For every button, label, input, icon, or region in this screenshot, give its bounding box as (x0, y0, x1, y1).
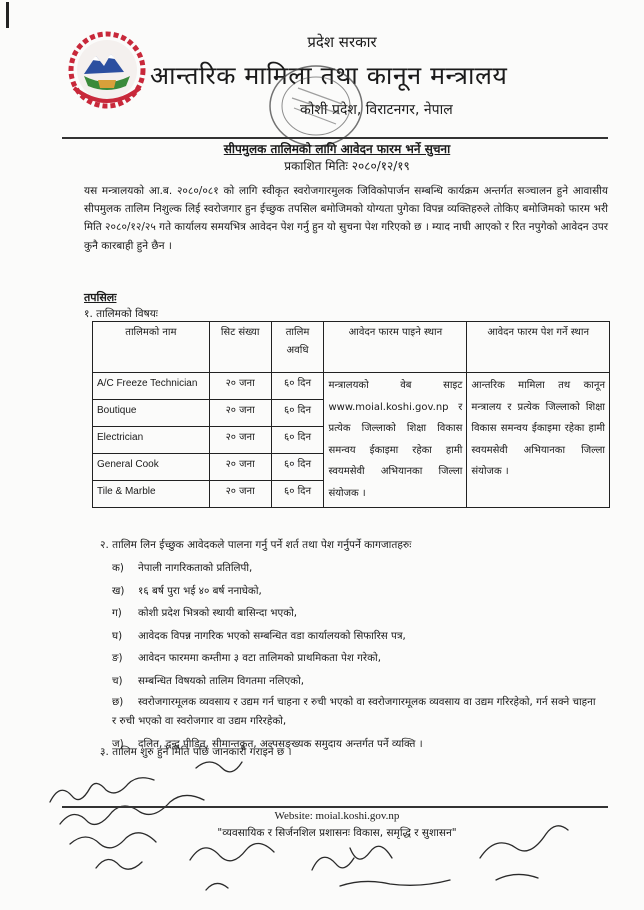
list-item (112, 625, 602, 648)
footer-website: Website: moial.koshi.gov.np (274, 810, 400, 822)
location-heading: कोशी प्रदेश, विराटनगर, नेपाल (300, 102, 453, 118)
details-label: तपसिलः (84, 291, 117, 304)
training-name-cell: General Cook (93, 454, 210, 481)
seats-cell: २० जना (209, 454, 271, 481)
list-item-text: दलित, द्वन्द्व पीडित, सीमान्तकृत, अल्पसङ्ख्यक समुदाय अन्तर्गत पर्ने व्यक्ति । (138, 737, 423, 750)
training-name-cell: Electrician (93, 427, 210, 454)
seats-cell: २० जना (209, 373, 271, 400)
list-item (112, 647, 602, 670)
form-source-cell: मन्त्रालयको वेब साइट www.moial.koshi.gov.np र प्रत्येक जिल्लाको शिक्षा विकास समन्वय ईकाइमा रहेका हामी स्वयमसेवी अभियानका जिल्ला संयोजक । (324, 373, 467, 508)
notice-intro-paragraph: यस मन्त्रालयको आ.ब. २०८०/०८१ को लागि स्वीकृत स्वरोजगारमुलक जिविकोपार्जन सम्बन्धि कार्यक्रम अन्तर्गत सञ्चालन हुने आवासीय सीपमुलक तालिम निशुल्क लिई स्वरोजगार हुन ईच्छुक तपसिल बमोजिमको योग्यता पुगेका विपन्न व्यक्तिहरुले तोकिए बमोजिमको फारम भरी मिति २०८०/१२/२५ गते कार्यालय समयभित्र आवेदन पेश गर्नु हुन यो सुचना पेश गरिएको छ । म्याद नाघी आएको र रित नपुगेको आवेदन उपर कुनै कारबाही हुने छैन । (84, 185, 608, 252)
duration-cell: ६० दिन (271, 400, 324, 427)
list-marker: ज) (112, 737, 124, 750)
requirements-heading: २. तालिम लिन ईच्छुक आवेदकले पालना गर्नु पर्ने शर्त तथा पेश गर्नुपर्ने कागजातहरुः (100, 539, 412, 551)
seats-cell: २० जना (209, 400, 271, 427)
start-date-note: ३. तालिम शुरु हुने मिति पछि जानकारी गराइने छ । (100, 746, 292, 758)
published-date: प्रकाशित मितिः २०८०/१२/१९ (284, 159, 410, 173)
column-header: तालिम अवधि (271, 322, 324, 373)
training-subject-heading: १. तालिमको विषयः (84, 308, 158, 320)
training-table (92, 321, 610, 508)
seats-cell: २० जना (209, 427, 271, 454)
footer-slogan: "व्यवसायिक र सिर्जनशिल प्रशासनः विकास, समृद्धि र सुशासन" (217, 827, 457, 839)
column-header: तालिमको नाम (93, 322, 210, 373)
government-heading: प्रदेश सरकार (307, 33, 377, 51)
duration-cell: ६० दिन (271, 373, 324, 400)
list-item (112, 670, 602, 693)
header-divider (62, 137, 608, 139)
handwritten-signatures-icon (0, 737, 644, 910)
duration-cell: ६० दिन (271, 427, 324, 454)
list-item-text: आवेदक विपन्न नागरिक भएको सम्बन्धित वडा कार्यालयको सिफारिस पत्र, (138, 629, 406, 642)
column-header: सिट संख्या (209, 322, 271, 373)
duration-cell: ६० दिन (271, 454, 324, 481)
column-header: आवेदन फारम पाइने स्थान (324, 322, 467, 373)
list-item (112, 693, 602, 733)
list-marker: घ) (112, 629, 123, 642)
seats-cell: २० जना (209, 481, 271, 508)
list-item-text: सम्बन्धित विषयको तालिम विगतमा नलिएको, (138, 674, 305, 687)
list-item-text: कोशी प्रदेश भित्रको स्थायी बासिन्दा भएको, (138, 607, 298, 620)
form-submit-cell: आन्तरिक मामिला तथ कानून मन्त्रालय र प्रत्येक जिल्लाको शिक्षा विकास समन्वय ईकाइमा रहेका हामी स्वयमसेवी अभियानका जिल्ला संयोजक । (467, 373, 610, 508)
list-item (112, 557, 602, 580)
list-item-text: नेपाली नागरिकताको प्रतिलिपी, (138, 562, 253, 574)
training-name-cell: Boutique (93, 400, 210, 427)
training-name-cell: A/C Freeze Technician (93, 373, 210, 400)
column-header: आवेदन फारम पेश गर्ने स्थान (467, 322, 610, 373)
table-header-row (93, 322, 610, 373)
list-item (112, 580, 602, 603)
ministry-heading: आन्तरिक मामिला तथा कानून मन्त्रालय (150, 61, 508, 90)
list-marker: ख) (112, 584, 125, 597)
list-item-text: आवेदन फारममा कम्तीमा ३ वटा तालिमको प्राथमिकता पेश गरेको, (138, 652, 381, 665)
list-marker: छ) (112, 695, 124, 708)
list-item-text: १६ बर्ष पुरा भई ४० बर्ष ननाघेको, (138, 584, 262, 597)
list-marker: क) (112, 562, 124, 574)
training-name-cell: Tile & Marble (93, 481, 210, 508)
list-item (112, 602, 602, 625)
list-marker: ङ) (112, 652, 123, 665)
table-row (93, 373, 610, 400)
duration-cell: ६० दिन (271, 481, 324, 508)
footer-divider (62, 806, 608, 808)
list-item-text: स्वरोजगारमूलक व्यवसाय र उद्यम गर्न चाहना र रुची भएको वा स्वरोजगारमूलक व्यवसाय वा उद्यम गरिरहेको, गर्न सक्ने चाहना र रुची भएको वा स्वरोजगार वा उद्यम गरिरहेको, (112, 695, 596, 727)
notice-title: सीपमुलक तालिमको लागि आवेदन फारम भर्ने सुचना (223, 142, 451, 156)
requirements-list (112, 557, 602, 755)
scan-edge-mark (6, 2, 9, 28)
list-marker: ग) (112, 607, 122, 620)
list-marker: च) (112, 674, 123, 687)
